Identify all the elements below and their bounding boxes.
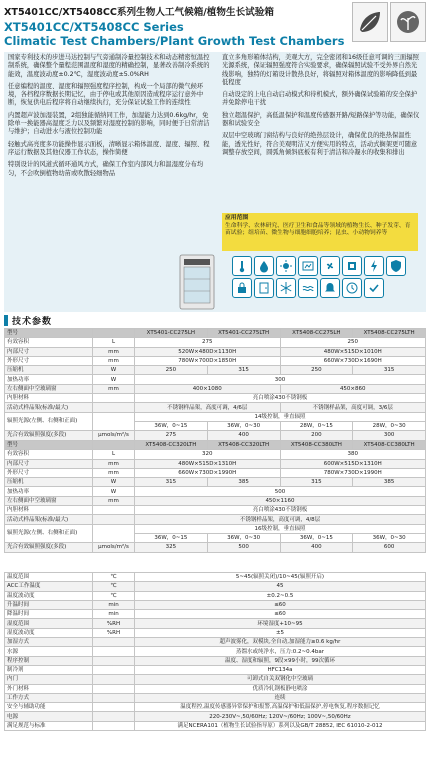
row-value: 亮白喷涂430不锈钢板 [135,506,426,515]
row-unit: %RH [93,619,135,628]
header-cell: XT5408-CC380LTH [353,441,426,450]
row-label: 加热功率 [5,487,93,496]
certification-icon [364,278,384,298]
row-label: 电源 [5,712,93,721]
row-value: 环境湿度+10~95 [135,619,426,628]
row-value: 480W×515D×1310H [135,459,281,468]
row-value: 不锈钢样品架，高度可调，3/6层 [280,403,426,412]
light-icon [276,256,296,276]
row-value: 5~45(辐照关闭)/10~45(辐照开启) [135,573,426,582]
row-label: 光合有效辐照强度(多段) [5,431,93,440]
humidity-icon [254,256,274,276]
table-row [5,721,426,730]
header-cell: XT5408-CC275LH [280,329,353,338]
desc-left-5: 特别设计的风道式循环通风方式，确保工作室内部风力和温湿度分布均匀，不会吹倒植物幼苗或吹散轻细物品 [8,161,204,177]
header-cell [93,329,135,338]
row-unit: μmols/m²/s [93,543,135,552]
row-label: 湿度范围 [5,619,93,628]
row-unit [93,665,135,674]
title-en-2: Climatic Test Chambers/Plant Growth Test Chambers [4,34,345,48]
row-value: 250 [280,338,426,347]
shield-icon [386,256,406,276]
table-row [5,487,426,496]
row-label: 左右侧面中空玻璃窗 [5,496,93,505]
plant-logo [390,2,426,42]
row-label: ACC工作温度 [5,582,93,591]
table-row [5,600,426,609]
row-value: 14级控制，垂直辐照 [135,412,426,421]
row-value: 不锈钢样品架，高度可调，4/8层 [135,515,426,524]
row-unit: mm [93,459,135,468]
table-row [5,450,426,459]
row-value: ±5 [135,628,426,637]
row-value: 连续 [135,693,426,702]
row-value: 520W×480D×1130H [135,347,281,356]
spec-table-1 [4,328,426,441]
desc-right-3: 独立超温保护，高低温保护和温度传感器开路/短路保护等功能，确保仪器和试验安全 [222,111,420,128]
table-row [5,366,426,375]
table-row [5,610,426,619]
table-row [5,356,426,365]
row-value: 温度、湿度和辐照，9段×99小时，99次循环 [135,656,426,665]
spec-table-2 [4,440,426,553]
row-value: 320 [135,450,281,459]
row-value: 600 [353,543,426,552]
power-icon [364,256,384,276]
row-value: 380 [280,450,426,459]
row-label: 降温时间 [5,610,93,619]
header-cell [93,441,135,450]
row-label: 内门 [5,675,93,684]
row-unit [93,506,135,515]
table-header-row [5,329,426,338]
desc-left-2: 任意编程的温度、湿度和辐照强度程序控制，构成一个局部的微气候环境，各档程序数据长期记忆，由于停电或其他原因造成程序运行意外中断，恢复供电后程序将自动继续执行，充分保证试验工作的连续性 [8,82,204,107]
title-cn: XT5401CC/XT5408CC系列生物人工气候箱/植物生长试验箱 [4,7,274,18]
applications-text: 生命科学、农林研究、医疗卫生和食品等领域的植物生长、种子发芽、育苗试验；组培苗、微生物与细胞细胞培养；昆虫、小动物饲养等 [225,222,411,237]
row-sub-value: 36W，0~15 [135,533,208,542]
row-label: 辐照光源(左侧、右侧和正面) [5,524,93,543]
row-label: 水源 [5,647,93,656]
row-label: 内胆材料 [5,394,93,403]
table-row [5,478,426,487]
description-left [8,54,212,182]
row-value: 温度程控,温度传感器异常保护和报警,高温保护和低温保护,停电恢复,程序数据记忆 [135,703,426,712]
row-unit [93,638,135,647]
row-unit: W [93,375,135,384]
row-label: 内胆材料 [5,506,93,515]
header-cell: XT5408-CC380LTH [280,441,353,450]
table-row [5,684,426,693]
table-row [5,712,426,721]
row-value: 220-230V~,50/60Hz; 120V~/60Hz; 100V~,50/60Hz [135,712,426,721]
header-cell: XT5401-CC275LH [135,329,208,338]
table-row [5,591,426,600]
lock-icon [232,278,252,298]
section-marker [4,315,8,326]
row-label: 压缩机 [5,366,93,375]
row-value: ≤60 [135,600,426,609]
row-unit [93,693,135,702]
row-sub-value: 36W，0~15 [280,533,353,542]
table-row [5,573,426,582]
row-value: 275 [135,338,281,347]
row-label: 安全与辅助功能 [5,703,93,712]
row-unit [93,524,135,543]
row-label: 有效容积 [5,450,93,459]
row-label: 外形尺寸 [5,468,93,477]
row-value: 315 [280,478,353,487]
row-value: ≤60 [135,610,426,619]
row-value: 200 [280,431,353,440]
row-sub-value: 36W，0~30 [207,533,280,542]
water-icon [298,278,318,298]
row-unit: L [93,338,135,347]
row-label: 加热功率 [5,375,93,384]
door-icon [254,278,274,298]
row-value: HFC134a [135,665,426,674]
table-row [5,403,426,412]
row-unit: mm [93,468,135,477]
cooling-icon [276,278,296,298]
table-row [5,431,426,440]
row-label: 内部尺寸 [5,459,93,468]
row-value: 300 [135,375,426,384]
row-value: 480W×515D×1010H [280,347,426,356]
feature-icons [232,256,422,298]
row-unit: W [93,487,135,496]
header-cell: XT5401-CC275LTH [207,329,280,338]
row-unit: L [93,450,135,459]
row-unit: mm [93,384,135,393]
header-cell: 型号 [5,441,93,450]
row-value: 660W×730D×1690H [280,356,426,365]
desc-left-1: 国家专利技术的步进马达控制与气旁通制冷量控制技术和动态精密恒温控制系统，确保整个量程范围温度和湿度的精确控制，显著改善制冷系统的能效，温度波动度±0.2℃，湿度波动度±5.0%RH [8,54,210,78]
row-unit: μmols/m²/s [93,431,135,440]
row-value: 不锈钢样品架，高度可调，4/6层 [135,403,281,412]
specs-section-header [4,313,52,327]
row-value: 45 [135,582,426,591]
row-unit: W [93,366,135,375]
applications-box [222,213,418,251]
row-sub-value: 36W，0~30 [207,421,280,430]
table-row [5,628,426,637]
table-row [5,582,426,591]
row-label: 活动式样品架(标准/最大) [5,403,93,412]
row-label: 湿度波动度 [5,628,93,637]
row-unit: %RH [93,628,135,637]
row-sub-value: 28W，0~15 [280,421,353,430]
row-value: 315 [135,478,208,487]
row-label: 活动式样品架(标准/最大) [5,515,93,524]
row-value: 600W×515D×1310H [280,459,426,468]
row-value: 亮白喷涂430不锈钢板 [135,394,426,403]
row-value: 315 [207,366,280,375]
row-label: 有效容积 [5,338,93,347]
table-row [5,543,426,552]
row-value: 300 [353,431,426,440]
row-value: 满足NCERA101（植物生长试验指导原）系列以及GB/T 28852, IEC 61010-2-012 [135,721,426,730]
table-row [5,515,426,524]
header-cell: XT5408-CC275LTH [353,329,426,338]
row-label: 左右侧面中空玻璃窗 [5,384,93,393]
table-row [5,703,426,712]
row-label: 加湿方式 [5,638,93,647]
desc-right-4: 双层中空玻璃门窗结构与良好的绝热层设计，确保优良的绝热保温性能，透光性好，符合美观明洁又方便实用的特点，活动式搁架更可随意调整存放空间，圆弧角倾斜底板有利于清洁和冷凝水的收集和排出 [222,132,418,156]
header-cell: XT5408-CC320LTH [207,441,280,450]
program-icon [298,256,318,276]
row-value: 500 [135,487,426,496]
row-value: 可卸式自关双钢化中空玻璃 [135,675,426,684]
row-unit: min [93,610,135,619]
row-label: 外门材料 [5,684,93,693]
spec-table-common [4,572,426,731]
specs-section-title: 技术参数 [12,316,53,327]
table-row [5,506,426,515]
applications-title: 应用范围 [225,215,249,221]
row-unit: ℃ [93,591,135,600]
row-label: 辐照光源(左侧、右侧和正面) [5,412,93,431]
row-unit: mm [93,347,135,356]
row-unit: min [93,600,135,609]
row-unit [93,703,135,712]
row-label: 光合有效辐照强度(多段) [5,543,93,552]
row-value: 275 [135,431,208,440]
row-label: 制冷剂 [5,665,93,674]
table-row [5,412,426,421]
row-label: 程序控制 [5,656,93,665]
row-sub-value: 36W，0~30 [353,533,426,542]
table-row [5,675,426,684]
row-value: 250 [280,366,353,375]
row-label: 压缩机 [5,478,93,487]
row-value: 385 [207,478,280,487]
row-unit [93,656,135,665]
fan-icon [320,256,340,276]
row-unit [93,684,135,693]
row-unit [93,394,135,403]
row-label: 温度范围 [5,573,93,582]
row-sub-value: 28W，0~30 [353,421,426,430]
page-header [0,0,430,52]
row-value: 450×1160 [135,496,426,505]
row-unit [93,515,135,524]
row-label: 温度波动度 [5,591,93,600]
title-en-1: XT5401CC/XT5408CC Series [4,20,184,34]
logo-row [352,2,426,42]
row-value: 超声波雾化，双模块,全自动,加湿能力≥0.6 kg/hr [135,638,426,647]
row-unit [93,721,135,730]
row-value: 500 [207,543,280,552]
table-row [5,619,426,628]
row-value: 400 [280,543,353,552]
row-unit [93,647,135,656]
row-value: 325 [135,543,208,552]
row-unit: mm [93,356,135,365]
row-value: 16级控制，垂直辐照 [135,524,426,533]
row-unit [93,675,135,684]
alarm-icon [320,278,340,298]
row-value: 780W×730D×1990H [280,468,426,477]
table-row [5,524,426,533]
row-label: 升温时间 [5,600,93,609]
temperature-icon [232,256,252,276]
row-value: ±0.2~0.5 [135,591,426,600]
row-value: 315 [353,366,426,375]
desc-left-3: 内置超声波加湿装置，2组独能循纳同工作，加湿能力达到0.6kg/hr，免除单一换能器高湿度乏力以及频繁对湿度控制的影响，同时便于日常清洁与维护；自动进水与液位控制功能 [8,111,210,136]
table-row [5,375,426,384]
row-unit [93,712,135,721]
table-row [5,459,426,468]
chamber-illustration [172,253,222,313]
description-right [222,54,422,161]
table-row [5,347,426,356]
row-unit: W [93,478,135,487]
table-row [5,384,426,393]
row-value: 780W×700D×1850H [135,356,281,365]
row-value: 450×860 [280,384,426,393]
desc-right-1: 直立多角形箱体结构，美观大方，完全密闭和16级任意可调的三面辐照光源系统，保证辐照强度符合实验要求，确保辐照试验不受外界自然光线影响，独特的灯箱设计散热良好，将辐照对箱体温度的影响降低到最低程度 [222,54,419,86]
table-header-row [5,441,426,450]
row-value: 660W×730D×1990H [135,468,281,477]
desc-right-2: 自动设定的上电自动启动模式和待机模式，额外确保试验箱的安全保护并免除停电干扰 [222,91,418,107]
desc-left-4: 轻触式高亮度多功能操作显示面板，清晰显示箱体温度、湿度、辐照、程序运行数据及其他仪器工作状态，操作简便 [8,140,210,156]
clock-icon [342,278,362,298]
row-label: 外形尺寸 [5,356,93,365]
row-value: 400×1080 [135,384,281,393]
row-value: 蒸馏水或纯净水，压力:0.2~0.4bar [135,647,426,656]
row-value: 250 [135,366,208,375]
table-row [5,496,426,505]
row-unit: ℃ [93,582,135,591]
table-row [5,394,426,403]
leaf-logo [352,2,388,42]
table-row [5,468,426,477]
row-value: 优质冷轧钢板静电喷涂 [135,684,426,693]
row-unit: ℃ [93,573,135,582]
table-row [5,656,426,665]
row-sub-value: 36W，0~15 [135,421,208,430]
table-row [5,693,426,702]
row-value: 400 [207,431,280,440]
table-row [5,638,426,647]
row-label: 工作方式 [5,693,93,702]
row-value: 385 [353,478,426,487]
row-unit [93,403,135,412]
row-unit [93,412,135,431]
table-row [5,665,426,674]
header-cell: XT5408-CC320LTH [135,441,208,450]
header-cell: 型号 [5,329,93,338]
memory-icon [342,256,362,276]
row-label: 内部尺寸 [5,347,93,356]
row-unit: mm [93,496,135,505]
table-row [5,647,426,656]
table-row [5,338,426,347]
row-label: 满足规范与标准 [5,721,93,730]
